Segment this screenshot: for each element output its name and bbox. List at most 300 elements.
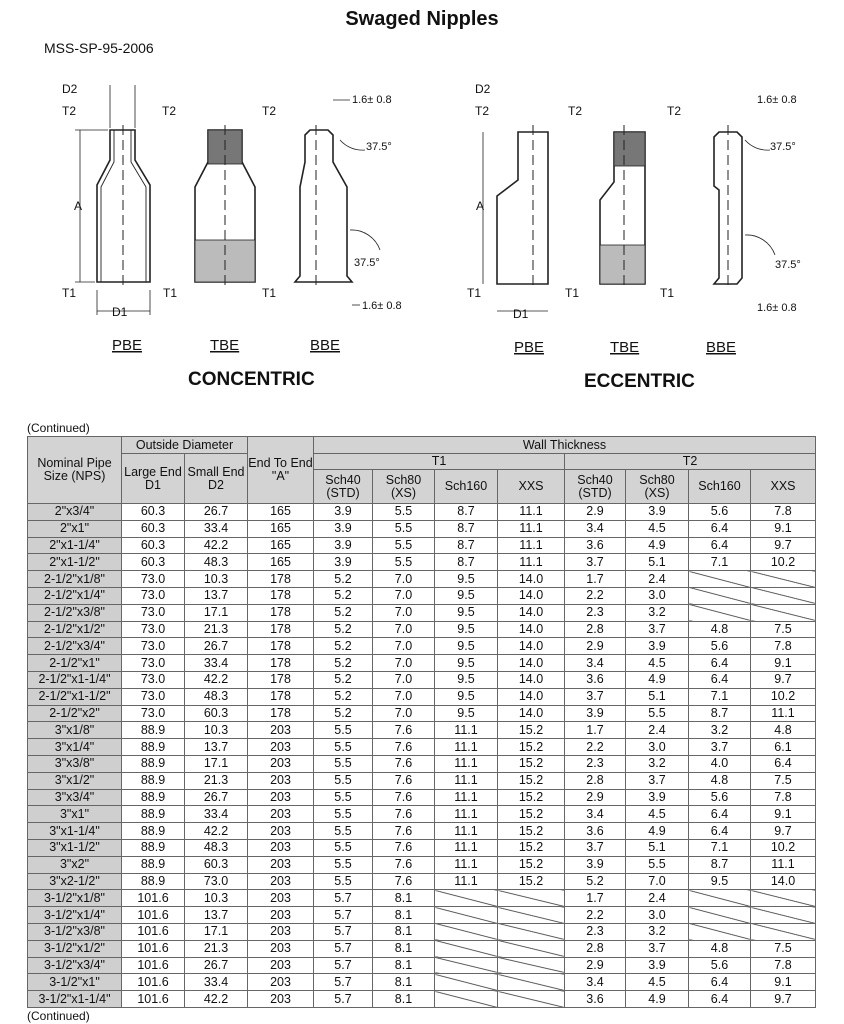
value-cell: 6.4: [689, 520, 751, 537]
value-cell: 5.7: [314, 907, 373, 924]
value-cell: 7.0: [373, 688, 435, 705]
value-cell: 11.1: [435, 739, 498, 756]
a-label: A: [476, 199, 485, 213]
not-applicable-cell: [689, 571, 751, 588]
nps-cell: 2-1/2"x3/8": [28, 604, 122, 621]
value-cell: 11.1: [498, 504, 565, 521]
value-cell: 15.2: [498, 823, 565, 840]
value-cell: 165: [248, 554, 314, 571]
value-cell: 7.6: [373, 806, 435, 823]
value-cell: 14.0: [498, 671, 565, 688]
value-cell: 11.1: [498, 537, 565, 554]
t2-label: T2: [162, 104, 177, 118]
value-cell: 3.7: [626, 772, 689, 789]
nps-cell: 3-1/2"x3/4": [28, 957, 122, 974]
angle-label: 37.5°: [770, 141, 796, 153]
nps-cell: 3"x1/4": [28, 739, 122, 756]
value-cell: 14.0: [498, 621, 565, 638]
value-cell: 11.1: [435, 722, 498, 739]
value-cell: 21.3: [185, 772, 248, 789]
value-cell: 10.2: [751, 839, 816, 856]
value-cell: 2.9: [565, 957, 626, 974]
nps-cell: 2-1/2"x3/4": [28, 638, 122, 655]
value-cell: 203: [248, 789, 314, 806]
value-cell: 2.8: [565, 940, 626, 957]
value-cell: 10.2: [751, 554, 816, 571]
value-cell: 3.4: [565, 655, 626, 672]
value-cell: 8.7: [435, 520, 498, 537]
value-cell: 73.0: [122, 621, 185, 638]
value-cell: 5.5: [314, 856, 373, 873]
value-cell: 5.2: [314, 621, 373, 638]
value-cell: 1.7: [565, 890, 626, 907]
value-cell: 88.9: [122, 739, 185, 756]
header-t1-sch40: Sch40 (STD): [314, 470, 373, 504]
value-cell: 33.4: [185, 520, 248, 537]
table-row: [28, 504, 816, 521]
value-cell: 3.7: [565, 839, 626, 856]
value-cell: 5.2: [314, 604, 373, 621]
value-cell: 5.2: [314, 571, 373, 588]
header-wall-thickness: Wall Thickness: [314, 437, 816, 454]
nps-cell: 2-1/2"x1-1/4": [28, 671, 122, 688]
value-cell: 7.0: [373, 621, 435, 638]
value-cell: 5.6: [689, 957, 751, 974]
value-cell: 178: [248, 671, 314, 688]
value-cell: 26.7: [185, 789, 248, 806]
not-applicable-cell: [751, 587, 816, 604]
value-cell: 3.7: [565, 688, 626, 705]
not-applicable-cell: [435, 991, 498, 1008]
value-cell: 8.7: [689, 856, 751, 873]
standard-label: MSS-SP-95-2006: [44, 40, 154, 56]
angle-label: 37.5°: [775, 259, 801, 271]
value-cell: 3.9: [565, 705, 626, 722]
value-cell: 8.1: [373, 974, 435, 991]
t1-label: T1: [660, 286, 675, 300]
value-cell: 5.5: [373, 504, 435, 521]
value-cell: 9.5: [435, 671, 498, 688]
header-end-to-end: End To End "A": [248, 437, 314, 504]
value-cell: 8.1: [373, 940, 435, 957]
eccentric-diagrams: [467, 82, 801, 392]
not-applicable-cell: [435, 974, 498, 991]
nps-cell: 3"x1/8": [28, 722, 122, 739]
value-cell: 48.3: [185, 839, 248, 856]
value-cell: 2.8: [565, 772, 626, 789]
value-cell: 4.9: [626, 671, 689, 688]
value-cell: 60.3: [185, 705, 248, 722]
value-cell: 3.9: [565, 856, 626, 873]
value-cell: 7.0: [373, 604, 435, 621]
value-cell: 9.1: [751, 806, 816, 823]
nps-cell: 3-1/2"x1": [28, 974, 122, 991]
nps-cell: 2"x1-1/2": [28, 554, 122, 571]
value-cell: 4.5: [626, 974, 689, 991]
value-cell: 26.7: [185, 504, 248, 521]
value-cell: 178: [248, 688, 314, 705]
value-cell: 8.7: [689, 705, 751, 722]
value-cell: 2.4: [626, 890, 689, 907]
header-t2: T2: [565, 454, 816, 470]
value-cell: 2.2: [565, 587, 626, 604]
value-cell: 14.0: [498, 705, 565, 722]
value-cell: 9.1: [751, 974, 816, 991]
value-cell: 42.2: [185, 537, 248, 554]
value-cell: 101.6: [122, 907, 185, 924]
value-cell: 88.9: [122, 806, 185, 823]
value-cell: 88.9: [122, 873, 185, 890]
table-row: [28, 655, 816, 672]
value-cell: 9.5: [435, 587, 498, 604]
value-cell: 15.2: [498, 839, 565, 856]
t2-label: T2: [62, 104, 77, 118]
t1-label: T1: [62, 286, 77, 300]
value-cell: 203: [248, 806, 314, 823]
value-cell: 6.4: [689, 974, 751, 991]
value-cell: 6.4: [751, 755, 816, 772]
value-cell: 4.5: [626, 655, 689, 672]
value-cell: 7.0: [373, 638, 435, 655]
value-cell: 3.6: [565, 823, 626, 840]
header-t2-xxs: XXS: [751, 470, 816, 504]
value-cell: 5.7: [314, 890, 373, 907]
t1-label: T1: [262, 286, 277, 300]
nps-cell: 3-1/2"x1/2": [28, 940, 122, 957]
not-applicable-cell: [689, 907, 751, 924]
header-t1-sch80: Sch80 (XS): [373, 470, 435, 504]
d2-label: D2: [62, 82, 78, 96]
value-cell: 8.1: [373, 957, 435, 974]
value-cell: 11.1: [435, 856, 498, 873]
not-applicable-cell: [498, 957, 565, 974]
value-cell: 3.2: [689, 722, 751, 739]
table-row: [28, 571, 816, 588]
value-cell: 101.6: [122, 923, 185, 940]
nps-cell: 2-1/2"x1/4": [28, 587, 122, 604]
nps-cell: 3"x1-1/2": [28, 839, 122, 856]
value-cell: 3.4: [565, 520, 626, 537]
value-cell: 26.7: [185, 638, 248, 655]
value-cell: 2.2: [565, 739, 626, 756]
value-cell: 5.7: [314, 957, 373, 974]
table-row: [28, 537, 816, 554]
t2-label: T2: [475, 104, 490, 118]
not-applicable-cell: [498, 907, 565, 924]
t1-label: T1: [467, 286, 482, 300]
nps-cell: 3"x3/4": [28, 789, 122, 806]
value-cell: 7.0: [373, 705, 435, 722]
value-cell: 6.4: [689, 806, 751, 823]
value-cell: 13.7: [185, 907, 248, 924]
value-cell: 7.6: [373, 823, 435, 840]
value-cell: 11.1: [498, 520, 565, 537]
value-cell: 5.1: [626, 554, 689, 571]
table-row: [28, 722, 816, 739]
value-cell: 2.3: [565, 923, 626, 940]
not-applicable-cell: [751, 907, 816, 924]
table-row: [28, 907, 816, 924]
value-cell: 7.6: [373, 755, 435, 772]
value-cell: 203: [248, 873, 314, 890]
value-cell: 3.7: [565, 554, 626, 571]
value-cell: 2.3: [565, 604, 626, 621]
value-cell: 7.1: [689, 839, 751, 856]
value-cell: 7.0: [373, 655, 435, 672]
value-cell: 17.1: [185, 923, 248, 940]
value-cell: 9.7: [751, 991, 816, 1008]
value-cell: 88.9: [122, 789, 185, 806]
value-cell: 48.3: [185, 554, 248, 571]
value-cell: 14.0: [498, 655, 565, 672]
value-cell: 5.5: [314, 739, 373, 756]
value-cell: 60.3: [122, 554, 185, 571]
value-cell: 11.1: [435, 839, 498, 856]
value-cell: 5.2: [314, 705, 373, 722]
nps-cell: 3-1/2"x1/4": [28, 907, 122, 924]
not-applicable-cell: [498, 890, 565, 907]
table-row: [28, 520, 816, 537]
value-cell: 4.9: [626, 991, 689, 1008]
value-cell: 6.4: [689, 537, 751, 554]
value-cell: 42.2: [185, 671, 248, 688]
not-applicable-cell: [435, 940, 498, 957]
value-cell: 3.7: [626, 621, 689, 638]
value-cell: 178: [248, 655, 314, 672]
value-cell: 15.2: [498, 789, 565, 806]
value-cell: 9.1: [751, 520, 816, 537]
value-cell: 8.7: [435, 504, 498, 521]
value-cell: 73.0: [122, 587, 185, 604]
value-cell: 7.8: [751, 789, 816, 806]
value-cell: 5.5: [314, 772, 373, 789]
not-applicable-cell: [689, 587, 751, 604]
concentric-label: CONCENTRIC: [188, 369, 315, 390]
value-cell: 5.2: [314, 688, 373, 705]
value-cell: 2.8: [565, 621, 626, 638]
not-applicable-cell: [435, 907, 498, 924]
table-row: [28, 587, 816, 604]
value-cell: 17.1: [185, 755, 248, 772]
value-cell: 8.7: [435, 554, 498, 571]
value-cell: 26.7: [185, 957, 248, 974]
type-label-bbe: BBE: [310, 337, 341, 354]
value-cell: 6.4: [689, 823, 751, 840]
value-cell: 7.8: [751, 504, 816, 521]
value-cell: 3.9: [626, 504, 689, 521]
value-cell: 11.1: [498, 554, 565, 571]
value-cell: 3.2: [626, 755, 689, 772]
value-cell: 5.5: [373, 520, 435, 537]
value-cell: 7.6: [373, 873, 435, 890]
value-cell: 203: [248, 823, 314, 840]
value-cell: 7.5: [751, 940, 816, 957]
value-cell: 88.9: [122, 839, 185, 856]
value-cell: 15.2: [498, 806, 565, 823]
value-cell: 5.5: [626, 856, 689, 873]
value-cell: 3.0: [626, 907, 689, 924]
value-cell: 5.2: [314, 587, 373, 604]
value-cell: 14.0: [498, 688, 565, 705]
table-row: [28, 638, 816, 655]
value-cell: 60.3: [122, 520, 185, 537]
value-cell: 10.3: [185, 722, 248, 739]
concentric-bbe-drawing: [295, 100, 380, 305]
value-cell: 9.5: [435, 655, 498, 672]
table-row: [28, 806, 816, 823]
value-cell: 14.0: [751, 873, 816, 890]
value-cell: 8.1: [373, 991, 435, 1008]
value-cell: 6.4: [689, 991, 751, 1008]
value-cell: 3.9: [314, 537, 373, 554]
value-cell: 178: [248, 621, 314, 638]
value-cell: 3.7: [626, 940, 689, 957]
header-t1: T1: [314, 454, 565, 470]
table-row: [28, 755, 816, 772]
eccentric-label: ECCENTRIC: [584, 371, 695, 392]
nps-cell: 2-1/2"x1/8": [28, 571, 122, 588]
value-cell: 9.5: [435, 638, 498, 655]
table-row: [28, 621, 816, 638]
value-cell: 4.8: [689, 772, 751, 789]
value-cell: 10.3: [185, 890, 248, 907]
a-label: A: [74, 199, 83, 213]
value-cell: 33.4: [185, 806, 248, 823]
t1-label: T1: [163, 286, 178, 300]
value-cell: 88.9: [122, 755, 185, 772]
value-cell: 73.0: [122, 638, 185, 655]
value-cell: 178: [248, 571, 314, 588]
value-cell: 73.0: [122, 688, 185, 705]
not-applicable-cell: [689, 890, 751, 907]
value-cell: 5.5: [373, 537, 435, 554]
continued-note-top: (Continued): [27, 421, 90, 435]
value-cell: 2.3: [565, 755, 626, 772]
value-cell: 73.0: [122, 571, 185, 588]
value-cell: 15.2: [498, 856, 565, 873]
nps-cell: 3"x2-1/2": [28, 873, 122, 890]
value-cell: 1.7: [565, 722, 626, 739]
value-cell: 7.8: [751, 638, 816, 655]
t2-label: T2: [568, 104, 583, 118]
value-cell: 3.2: [626, 923, 689, 940]
angle-label: 37.5°: [366, 141, 392, 153]
value-cell: 7.6: [373, 772, 435, 789]
concentric-tbe-drawing: [195, 125, 255, 290]
table-row: [28, 823, 816, 840]
value-cell: 5.6: [689, 789, 751, 806]
angle-label: 37.5°: [354, 257, 380, 269]
table-row: [28, 957, 816, 974]
not-applicable-cell: [498, 974, 565, 991]
value-cell: 203: [248, 839, 314, 856]
type-label-tbe: TBE: [610, 339, 640, 356]
concentric-pbe-drawing: [75, 85, 150, 315]
value-cell: 9.1: [751, 655, 816, 672]
value-cell: 6.4: [689, 655, 751, 672]
nps-cell: 2-1/2"x1": [28, 655, 122, 672]
value-cell: 33.4: [185, 974, 248, 991]
value-cell: 5.6: [689, 638, 751, 655]
value-cell: 203: [248, 755, 314, 772]
value-cell: 2.2: [565, 907, 626, 924]
value-cell: 5.5: [373, 554, 435, 571]
table-row: [28, 772, 816, 789]
table-row: [28, 705, 816, 722]
value-cell: 7.6: [373, 789, 435, 806]
t1-label: T1: [565, 286, 580, 300]
value-cell: 5.5: [314, 806, 373, 823]
nps-cell: 3"x1/2": [28, 772, 122, 789]
value-cell: 11.1: [435, 772, 498, 789]
value-cell: 9.5: [689, 873, 751, 890]
value-cell: 3.9: [314, 554, 373, 571]
value-cell: 73.0: [185, 873, 248, 890]
d1-label: D1: [112, 305, 128, 319]
value-cell: 203: [248, 772, 314, 789]
value-cell: 5.5: [314, 873, 373, 890]
value-cell: 3.7: [689, 739, 751, 756]
value-cell: 11.1: [435, 755, 498, 772]
value-cell: 4.5: [626, 520, 689, 537]
value-cell: 73.0: [122, 671, 185, 688]
not-applicable-cell: [751, 604, 816, 621]
d2-label: D2: [475, 82, 491, 96]
value-cell: 101.6: [122, 957, 185, 974]
type-label-tbe: TBE: [210, 337, 240, 354]
value-cell: 17.1: [185, 604, 248, 621]
value-cell: 21.3: [185, 621, 248, 638]
eccentric-pbe-drawing: [483, 125, 548, 311]
value-cell: 203: [248, 991, 314, 1008]
value-cell: 165: [248, 504, 314, 521]
value-cell: 13.7: [185, 587, 248, 604]
value-cell: 3.9: [314, 520, 373, 537]
value-cell: 9.5: [435, 688, 498, 705]
not-applicable-cell: [689, 604, 751, 621]
value-cell: 9.5: [435, 621, 498, 638]
value-cell: 11.1: [435, 806, 498, 823]
gap-label: 1.6± 0.8: [757, 94, 797, 106]
value-cell: 10.2: [751, 688, 816, 705]
value-cell: 6.4: [689, 671, 751, 688]
page-title: Swaged Nipples: [345, 8, 499, 30]
value-cell: 101.6: [122, 991, 185, 1008]
value-cell: 3.2: [626, 604, 689, 621]
nps-cell: 3"x1": [28, 806, 122, 823]
value-cell: 5.2: [314, 671, 373, 688]
table-row: [28, 940, 816, 957]
value-cell: 101.6: [122, 890, 185, 907]
value-cell: 15.2: [498, 772, 565, 789]
value-cell: 11.1: [751, 856, 816, 873]
value-cell: 4.5: [626, 806, 689, 823]
value-cell: 11.1: [435, 789, 498, 806]
table-body: [28, 504, 816, 1008]
value-cell: 4.0: [689, 755, 751, 772]
value-cell: 5.1: [626, 688, 689, 705]
header-nps: Nominal Pipe Size (NPS): [28, 437, 122, 504]
value-cell: 15.2: [498, 739, 565, 756]
value-cell: 4.8: [689, 940, 751, 957]
value-cell: 7.6: [373, 722, 435, 739]
value-cell: 7.0: [373, 587, 435, 604]
nps-cell: 2-1/2"x1/2": [28, 621, 122, 638]
eccentric-tbe-drawing: [600, 125, 645, 290]
not-applicable-cell: [498, 923, 565, 940]
value-cell: 178: [248, 705, 314, 722]
value-cell: 178: [248, 638, 314, 655]
